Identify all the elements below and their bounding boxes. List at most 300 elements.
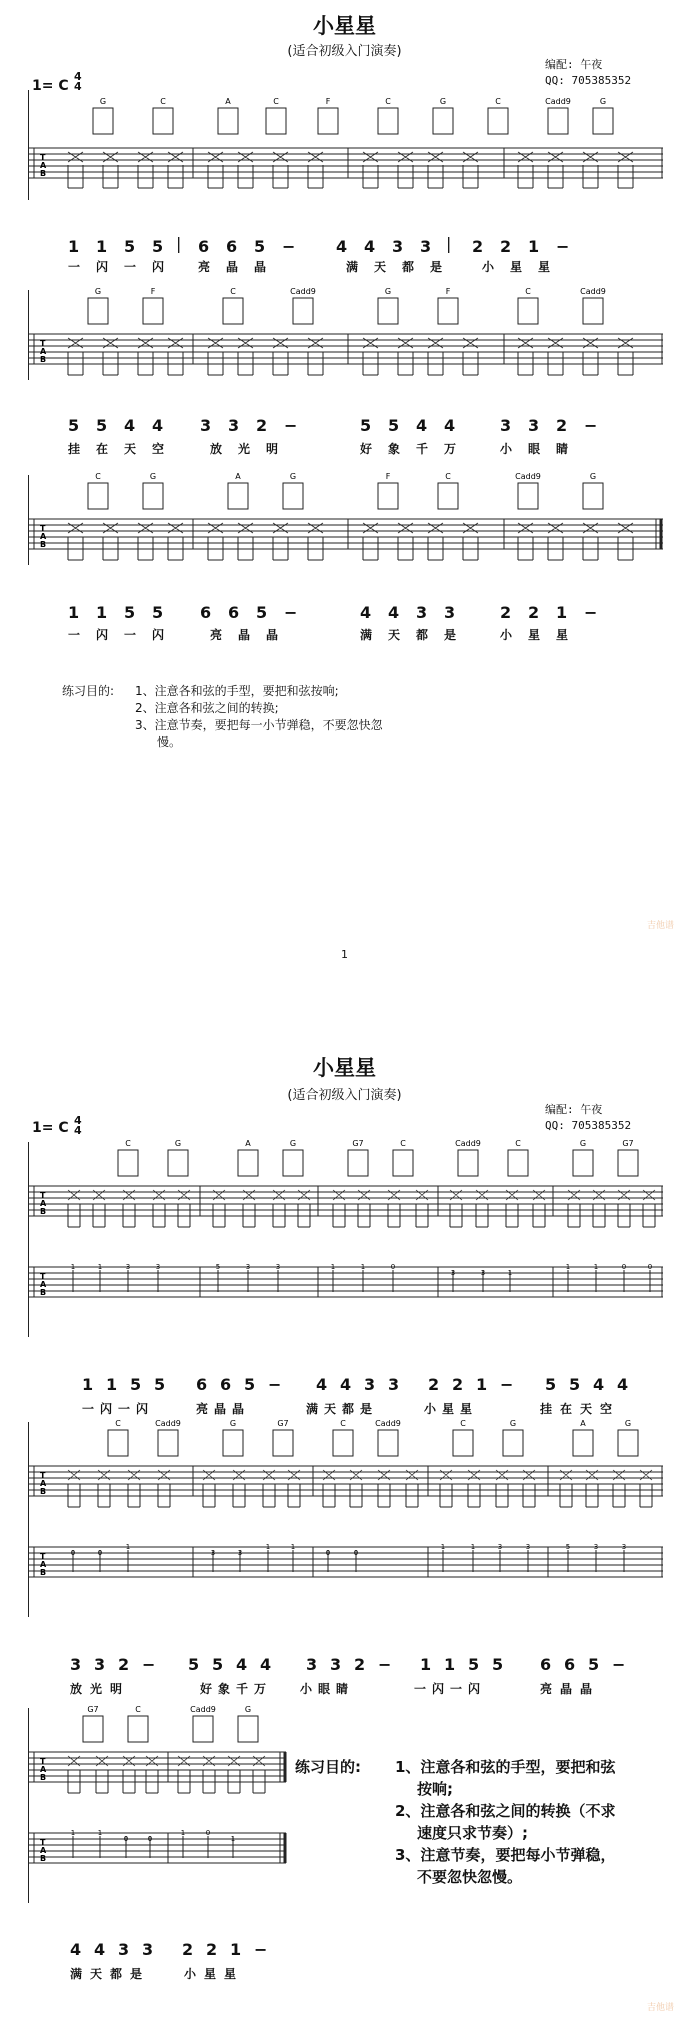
lyric: 眼	[528, 442, 541, 456]
svg-text:A: A	[40, 1846, 47, 1855]
chord-name: Cadd9	[155, 1419, 181, 1428]
practice-item: 不要忽快忽慢。	[417, 1868, 523, 1886]
tab-number: 0	[647, 1263, 653, 1271]
note: 4	[416, 416, 428, 435]
tab-number: 1	[97, 1263, 103, 1271]
lyric: 在	[560, 1402, 573, 1416]
lyric: 睛	[336, 1682, 349, 1696]
chord-name: G	[599, 97, 607, 106]
lyric: 晶	[560, 1682, 573, 1696]
tab-number: 1	[230, 1835, 236, 1843]
practice-item: 2、注意各和弦之间的转换;	[135, 701, 279, 715]
chord-diagram	[93, 108, 613, 134]
note: −	[556, 237, 570, 256]
chord-name: Cadd9	[545, 97, 571, 106]
note: 3	[364, 1375, 376, 1394]
note: 3	[500, 416, 512, 435]
lyric: 天	[580, 1402, 593, 1416]
chord-name: G	[244, 1705, 252, 1714]
chord-name: C	[525, 287, 531, 296]
note: 5	[388, 416, 400, 435]
chord-name: G	[289, 472, 297, 481]
chord-name: Cadd9	[290, 287, 316, 296]
lyric: 闪	[432, 1682, 445, 1696]
lyric: 象	[218, 1682, 231, 1696]
svg-text:T: T	[40, 153, 46, 162]
lyric: 小	[184, 1967, 197, 1981]
lyric: 千	[416, 442, 429, 456]
svg-text:A: A	[40, 1479, 47, 1488]
qq-contact: QQ: 705385352	[545, 74, 632, 87]
note: 5	[212, 1655, 224, 1674]
chord-names	[125, 1139, 633, 1148]
tab-system-p2-1	[28, 1132, 663, 1357]
chord-name: G	[624, 1419, 632, 1428]
chord-name: A	[225, 97, 231, 106]
tab-system-3	[28, 465, 663, 575]
note: 4	[152, 416, 164, 435]
lyric: 一	[124, 628, 137, 642]
time-signature: 4 4	[74, 1114, 82, 1137]
note: 4	[336, 237, 348, 256]
practice-notes	[62, 683, 114, 700]
lyric: 光	[238, 442, 251, 456]
note: −	[584, 603, 598, 622]
tab-number: 1	[440, 1543, 446, 1551]
note: −	[378, 1655, 392, 1674]
lyric: 闪	[100, 1402, 113, 1416]
svg-text:B: B	[40, 1568, 47, 1577]
lyric: 小	[500, 442, 513, 456]
tab-system-p2-2	[28, 1412, 663, 1637]
tab-number: 5	[215, 1263, 221, 1271]
lyric: 小	[300, 1682, 313, 1696]
note: 4	[70, 1940, 82, 1959]
chord-name: Cadd9	[455, 1139, 481, 1148]
page-1-title: 小星星	[313, 14, 376, 38]
svg-text:T: T	[40, 1191, 46, 1200]
svg-text:T: T	[40, 1471, 46, 1480]
chord-name: C	[400, 1139, 406, 1148]
lyric: 闪	[468, 1682, 481, 1696]
chord-name: C	[273, 97, 279, 106]
page-number: 1	[341, 948, 348, 961]
lyric: 好	[360, 442, 373, 456]
note: 2	[118, 1655, 130, 1674]
svg-text:T: T	[40, 1272, 46, 1281]
lyric: 小	[482, 260, 495, 274]
tab-number: 3	[497, 1543, 503, 1551]
note: 4	[124, 416, 136, 435]
note: 3	[330, 1655, 342, 1674]
chord-name: C	[445, 472, 451, 481]
qq-contact: QQ: 705385352	[545, 1119, 632, 1132]
chord-name: G	[384, 287, 392, 296]
lyric: 眼	[318, 1682, 331, 1696]
lyric: 万	[444, 442, 457, 456]
chord-name: G7	[277, 1419, 289, 1428]
note: 2	[500, 603, 512, 622]
lyric: 万	[254, 1682, 267, 1696]
svg-text:A: A	[40, 1280, 47, 1289]
lyric: 晶	[580, 1682, 593, 1696]
chord-name: C	[230, 287, 236, 296]
note: 4	[617, 1375, 629, 1394]
chord-names	[115, 1419, 631, 1428]
svg-text:B: B	[40, 169, 47, 178]
svg-text:B: B	[40, 1854, 47, 1863]
lyric: 晶	[232, 1402, 245, 1416]
note: 4	[94, 1940, 106, 1959]
watermark-logo: 吉他谱	[647, 921, 675, 931]
practice-item: 2、注意各和弦之间的转换（不求	[395, 1802, 616, 1820]
note: 3	[200, 416, 212, 435]
svg-text:B: B	[40, 1288, 47, 1297]
chord-name: G	[579, 1139, 587, 1148]
note: 3	[444, 603, 456, 622]
chord-name: F	[325, 97, 331, 106]
svg-text:B: B	[40, 1207, 47, 1216]
chord-name: G	[174, 1139, 182, 1148]
tab-number: 0	[205, 1829, 211, 1837]
chord-name: C	[95, 472, 101, 481]
practice-item: 1、注意各和弦的手型，要把和弦按响;	[135, 684, 339, 698]
lyric: 满	[360, 628, 373, 642]
note: 2	[472, 237, 484, 256]
lyric: 一	[68, 260, 81, 274]
tab-number: 3	[245, 1263, 251, 1271]
note: 3	[306, 1655, 318, 1674]
key-signature: 1= C	[32, 78, 69, 94]
note: 5	[588, 1655, 600, 1674]
svg-text:T: T	[40, 339, 46, 348]
tab-number: 0	[123, 1835, 129, 1843]
lyric: 是	[444, 628, 457, 642]
note: 6	[220, 1375, 232, 1394]
tab-number: 0	[325, 1549, 331, 1557]
lyric: 晶	[254, 260, 267, 274]
note: 4	[593, 1375, 605, 1394]
arranger-credit: 编配: 午夜	[545, 1103, 603, 1116]
lyric: 一	[124, 260, 137, 274]
note: −	[612, 1655, 626, 1674]
note: 1	[96, 603, 108, 622]
tab-number: 0	[390, 1263, 396, 1271]
lyric: 一	[414, 1682, 427, 1696]
chord-names	[95, 472, 596, 481]
lyric: 挂	[68, 442, 81, 456]
lyric: 星	[510, 260, 523, 274]
practice-items-p2	[395, 1756, 615, 1888]
lyric: 光	[90, 1682, 103, 1696]
lyric: 是	[430, 260, 443, 274]
note: 2	[556, 416, 568, 435]
note: 1	[528, 237, 540, 256]
page-2-subtitle: (适合初级入门演奏)	[287, 1088, 402, 1103]
practice-label: 练习目的:	[295, 1758, 361, 1776]
time-signature: 4 4	[74, 70, 82, 93]
tab-number: 1	[290, 1543, 296, 1551]
chord-name: F	[445, 287, 451, 296]
note: 5	[154, 1375, 166, 1394]
note: −	[268, 1375, 282, 1394]
note: 3	[142, 1940, 154, 1959]
note: 2	[182, 1940, 194, 1959]
page-2-title: 小星星	[313, 1056, 376, 1080]
tab-number: 1	[360, 1263, 366, 1271]
lyric: 亮	[210, 628, 223, 642]
lyric: 挂	[540, 1402, 553, 1416]
lyric: 闪	[152, 260, 165, 274]
tab-number: 1	[70, 1829, 76, 1837]
note: 6	[226, 237, 238, 256]
lyric: 千	[236, 1682, 249, 1696]
chord-name: Cadd9	[580, 287, 606, 296]
lyric: 闪	[152, 628, 165, 642]
tab-number: 1	[70, 1263, 76, 1271]
note: 4	[444, 416, 456, 435]
note: −	[254, 1940, 268, 1959]
svg-text:A: A	[40, 532, 47, 541]
chord-name: C	[115, 1419, 121, 1428]
lyric: 放	[70, 1682, 83, 1696]
chord-name: G	[439, 97, 447, 106]
lyric: 星	[224, 1967, 237, 1981]
tab-number: 3	[525, 1543, 531, 1551]
lyric: 晶	[226, 260, 239, 274]
note: 5	[545, 1375, 557, 1394]
note: 1	[556, 603, 568, 622]
tab-number: 1	[565, 1263, 571, 1271]
svg-text:B: B	[40, 540, 47, 549]
practice-item: 速度只求节奏）;	[417, 1824, 528, 1842]
note: 1	[420, 1655, 432, 1674]
chord-name: G7	[87, 1705, 99, 1714]
practice-item: 慢。	[157, 735, 182, 749]
svg-text:A: A	[40, 161, 47, 170]
tab-number: 1	[593, 1263, 599, 1271]
watermark-logo: 吉他谱	[647, 2003, 675, 2013]
practice-notes-p2	[295, 1756, 361, 1778]
lyric: 晶	[238, 628, 251, 642]
note: 1	[96, 237, 108, 256]
lyric: 天	[124, 442, 137, 456]
note: 1	[476, 1375, 488, 1394]
note: 5	[468, 1655, 480, 1674]
tab-system-2	[28, 280, 663, 390]
note: 2	[452, 1375, 464, 1394]
note: 4	[260, 1655, 272, 1674]
lyric: 空	[152, 442, 165, 456]
lyric: 在	[96, 442, 109, 456]
tab-number: 3	[237, 1549, 243, 1557]
chord-name: G	[99, 97, 107, 106]
note: 1	[106, 1375, 118, 1394]
tab-number: 0	[621, 1263, 627, 1271]
chord-name: Cadd9	[375, 1419, 401, 1428]
chord-name: A	[235, 472, 241, 481]
lyric: 是	[360, 1402, 373, 1416]
note: 5	[244, 1375, 256, 1394]
note: 6	[198, 237, 210, 256]
tab-number: 1	[97, 1829, 103, 1837]
note: 4	[340, 1375, 352, 1394]
lyric: 星	[204, 1967, 217, 1981]
lyric: 一	[450, 1682, 463, 1696]
svg-text:A: A	[40, 1765, 47, 1774]
lyric: 一	[118, 1402, 131, 1416]
note: 4	[388, 603, 400, 622]
lyric: 都	[402, 260, 415, 274]
note: 1	[68, 603, 80, 622]
tab-number: 3	[450, 1269, 456, 1277]
note: 5	[152, 237, 164, 256]
lyric: 一	[68, 628, 81, 642]
lyric: 天	[90, 1967, 103, 1981]
note: 2	[206, 1940, 218, 1959]
svg-text:T: T	[40, 524, 46, 533]
chord-name: G7	[622, 1139, 634, 1148]
note: 3	[388, 1375, 400, 1394]
lyric: 天	[388, 628, 401, 642]
note: 4	[236, 1655, 248, 1674]
practice-item: 1、注意各和弦的手型，要把和弦	[395, 1758, 616, 1776]
arranger-credit: 编配: 午夜	[545, 58, 603, 71]
lyric: 满	[346, 260, 359, 274]
note: 5	[254, 237, 266, 256]
chord-name: G	[509, 1419, 517, 1428]
note: 2	[500, 237, 512, 256]
practice-label: 练习目的:	[62, 684, 115, 698]
tab-numbers	[71, 1543, 626, 1557]
note: 1	[82, 1375, 94, 1394]
chord-name: F	[150, 287, 156, 296]
chord-names	[87, 1705, 251, 1714]
chord-name: C	[460, 1419, 466, 1428]
chord-name: A	[245, 1139, 251, 1148]
note: 5	[152, 603, 164, 622]
note: 5	[188, 1655, 200, 1674]
svg-text:T: T	[40, 1757, 46, 1766]
lyric: 晶	[214, 1402, 227, 1416]
tab-number: 0	[97, 1549, 103, 1557]
note: 3	[118, 1940, 130, 1959]
practice-item: 按响;	[417, 1780, 453, 1798]
chord-name: Cadd9	[515, 472, 541, 481]
tab-number: 3	[593, 1543, 599, 1551]
chord-name: C	[515, 1139, 521, 1148]
chord-name: Cadd9	[190, 1705, 216, 1714]
page-2	[0, 1010, 689, 2031]
chord-name: G	[589, 472, 597, 481]
chord-names	[95, 287, 606, 296]
chord-name: G	[149, 472, 157, 481]
svg-text:B: B	[40, 355, 47, 364]
svg-text:A: A	[40, 1199, 47, 1208]
tab-number: 3	[480, 1269, 486, 1277]
lyric: 象	[388, 442, 401, 456]
tab-number: 1	[470, 1543, 476, 1551]
tab-number: 1	[265, 1543, 271, 1551]
lyric: 天	[324, 1402, 337, 1416]
lyric: 都	[342, 1402, 355, 1416]
tab-number: 3	[275, 1263, 281, 1271]
lyric: 是	[130, 1967, 143, 1981]
chord-name: G	[94, 287, 102, 296]
lyric: 闪	[96, 628, 109, 642]
lyric: 星	[538, 260, 551, 274]
note: 5	[569, 1375, 581, 1394]
key-signature: 1= C	[32, 1120, 69, 1136]
note: 2	[354, 1655, 366, 1674]
chord-names	[100, 97, 606, 106]
tab-number: 1	[125, 1543, 131, 1551]
lyric: 一	[82, 1402, 95, 1416]
tab-number: 5	[565, 1543, 571, 1551]
tab-system-1	[28, 90, 663, 210]
chord-name: C	[160, 97, 166, 106]
lyric: 星	[460, 1402, 473, 1416]
tab-number: 1	[507, 1269, 513, 1277]
chord-name: C	[340, 1419, 346, 1428]
note: 3	[392, 237, 404, 256]
svg-text:B: B	[40, 1773, 47, 1782]
page-1-subtitle: (适合初级入门演奏)	[287, 44, 402, 59]
note: −	[500, 1375, 514, 1394]
tab-system-p2-3	[28, 1698, 288, 1928]
lyric: 闪	[136, 1402, 149, 1416]
note: 6	[228, 603, 240, 622]
tab-number: 3	[210, 1549, 216, 1557]
lyric: 好	[200, 1682, 213, 1696]
chord-name: G7	[352, 1139, 364, 1148]
note: 2	[428, 1375, 440, 1394]
note: 2	[528, 603, 540, 622]
tab-number: 1	[180, 1829, 186, 1837]
chord-name: C	[135, 1705, 141, 1714]
note: 6	[540, 1655, 552, 1674]
note: 3	[70, 1655, 82, 1674]
lyric: 空	[600, 1402, 613, 1416]
note: −	[142, 1655, 156, 1674]
chord-name: C	[495, 97, 501, 106]
lyric: 明	[110, 1682, 123, 1696]
lyric: 睛	[556, 442, 569, 456]
lyric: 小	[424, 1402, 437, 1416]
lyric: 亮	[540, 1682, 553, 1696]
tab-number: 0	[147, 1835, 153, 1843]
note: 2	[256, 416, 268, 435]
note: 1	[230, 1940, 242, 1959]
note: −	[284, 416, 298, 435]
note: 6	[200, 603, 212, 622]
chord-name: F	[385, 472, 391, 481]
lyric: 闪	[96, 260, 109, 274]
note: 3	[94, 1655, 106, 1674]
lyric: 星	[442, 1402, 455, 1416]
svg-text:A: A	[40, 347, 47, 356]
note: 3	[420, 237, 432, 256]
chord-name: C	[385, 97, 391, 106]
note: 1	[444, 1655, 456, 1674]
lyric: 星	[528, 628, 541, 642]
tab-numbers	[71, 1829, 235, 1843]
note: 5	[130, 1375, 142, 1394]
note: 4	[316, 1375, 328, 1394]
note: −	[284, 603, 298, 622]
tab-number: 3	[621, 1543, 627, 1551]
note: 5	[124, 603, 136, 622]
